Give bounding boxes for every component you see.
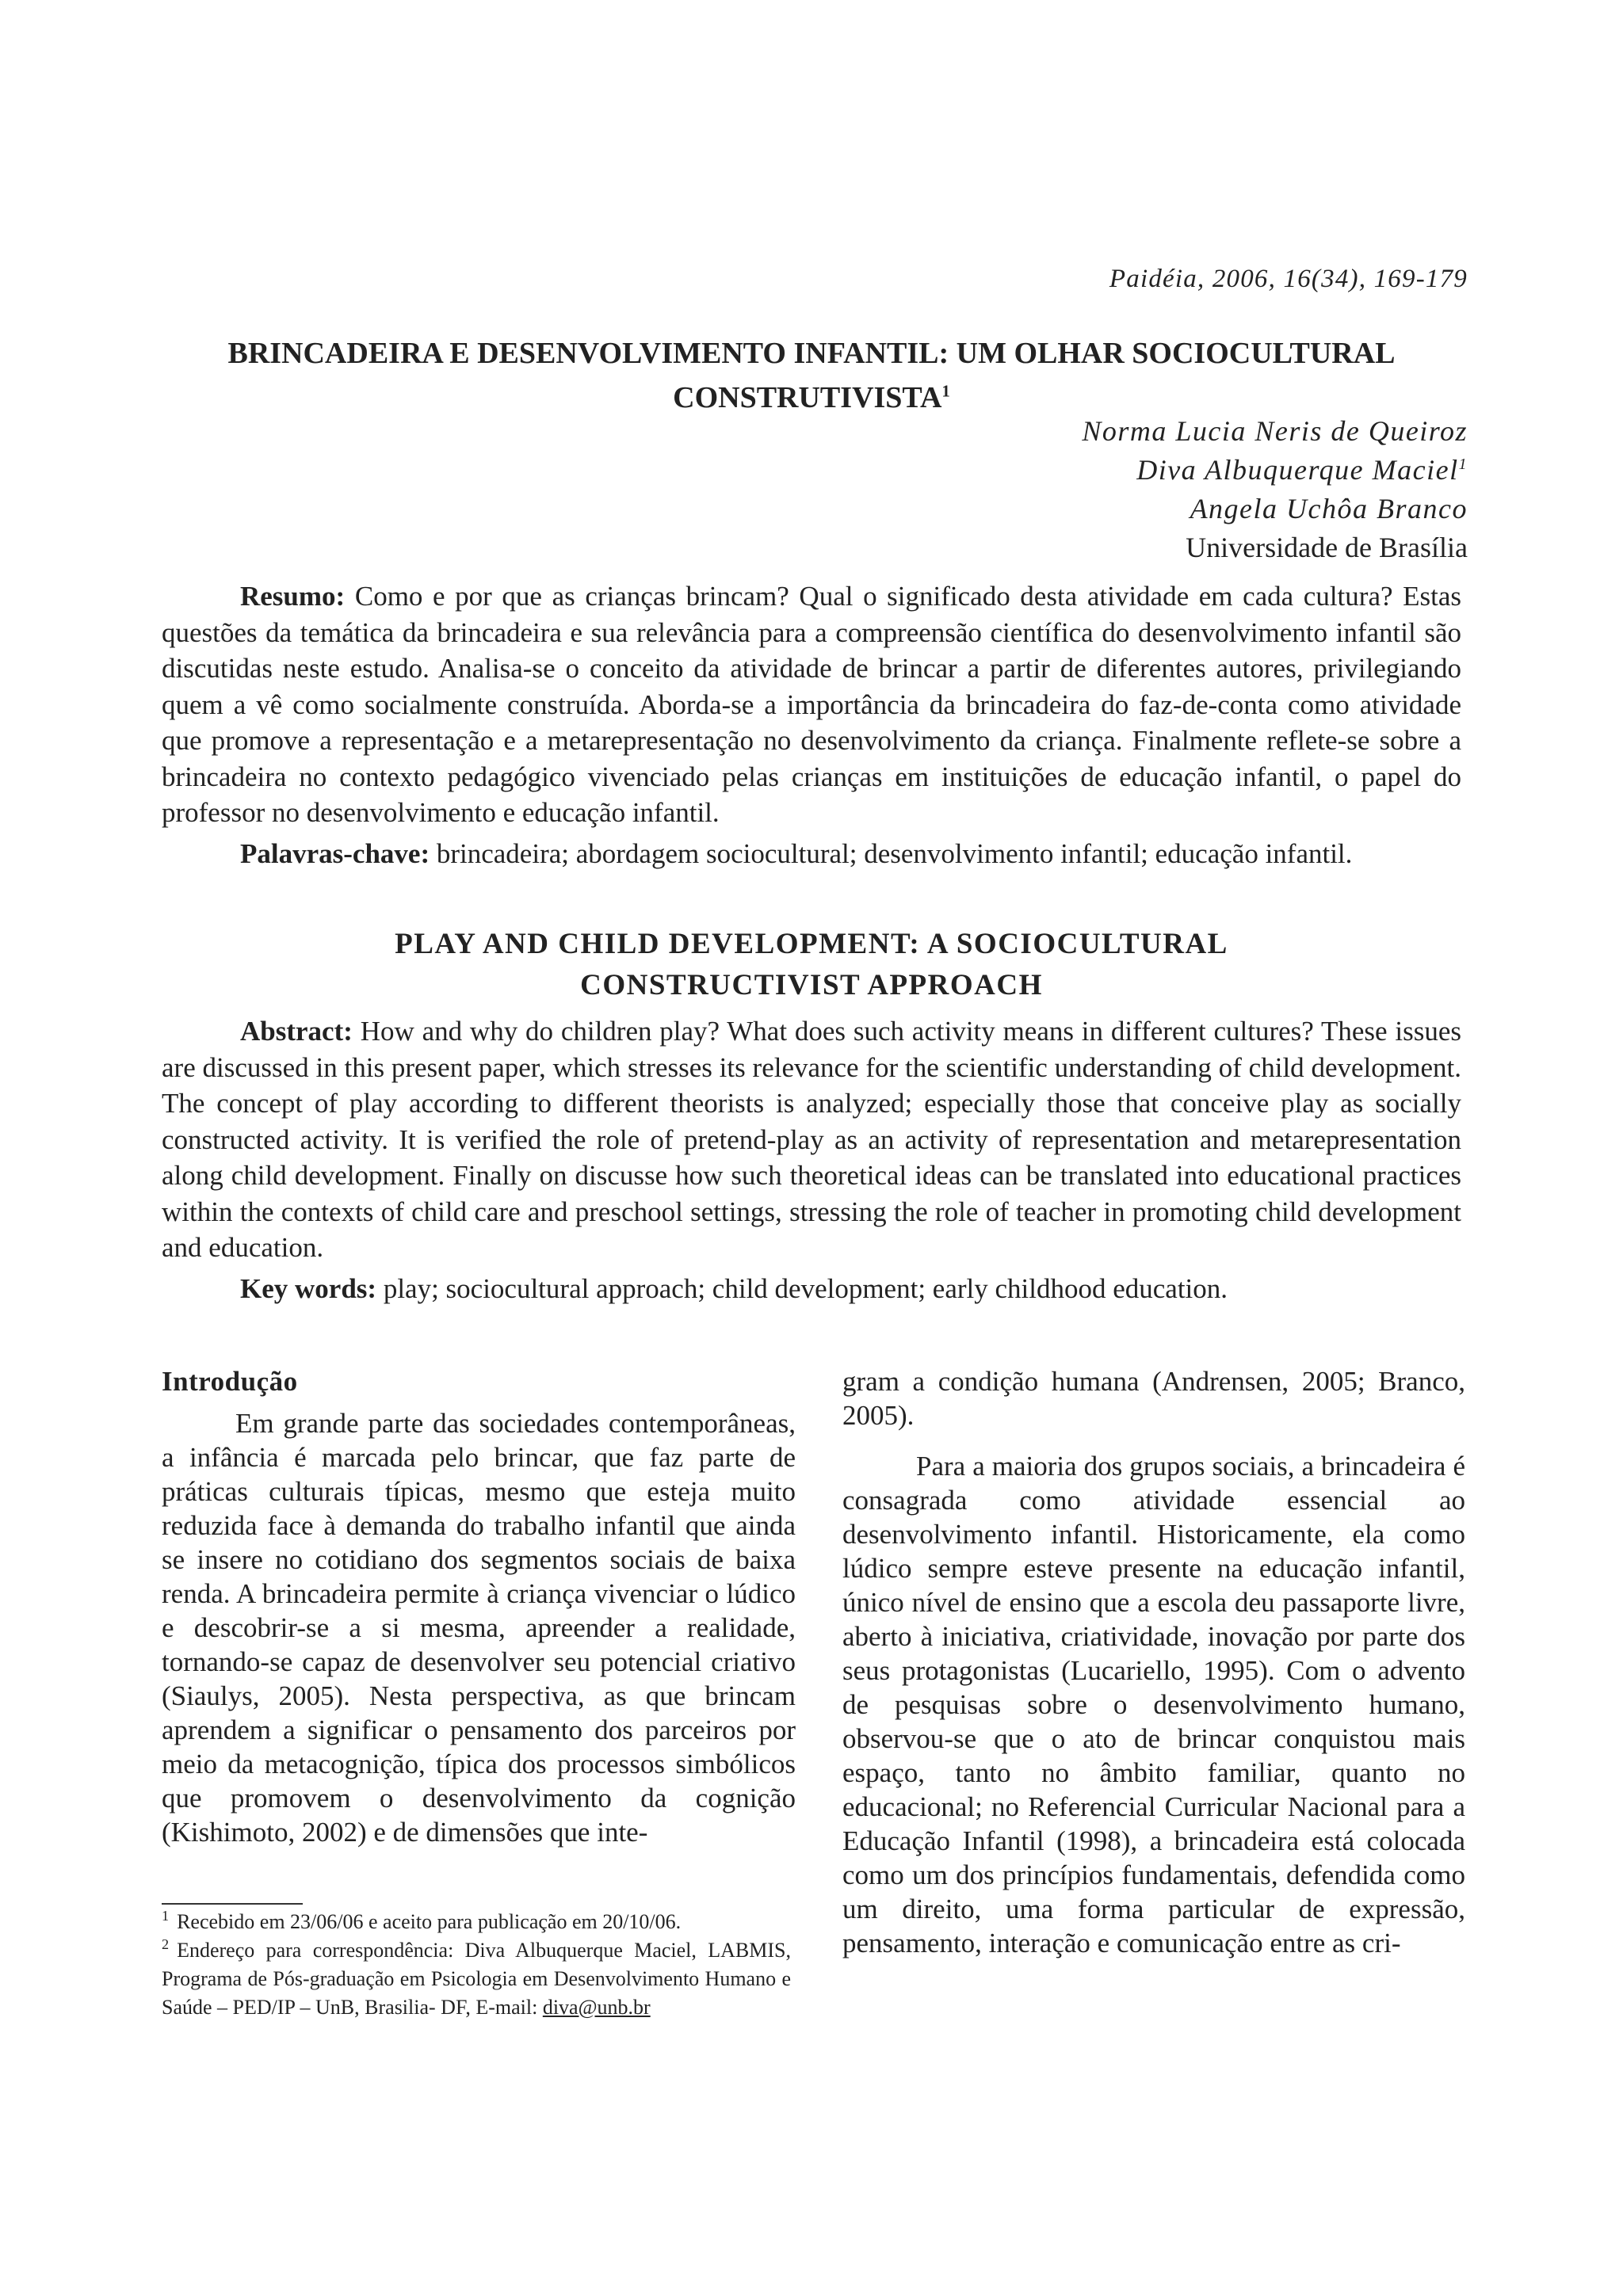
- author-3: [1082, 490, 1468, 528]
- article-title-line-1: BRINCADEIRA E DESENVOLVIMENTO INFANTIL: UM OLHAR SOCIOCULTURAL: [227, 337, 1396, 370]
- abstract-paragraph: [162, 1013, 1461, 1266]
- english-title-line-1: PLAY AND CHILD DEVELOPMENT: A SOCIOCULTURAL: [395, 928, 1228, 960]
- footnote-2: [162, 1936, 791, 2022]
- resumo-text: Como e por que as crianças brincam? Qual o significado desta atividade em cada cultura? Estas questões da temática da brincadeira e sua relevância para a compreensão científica do desenvolvimento infantil são discutidas neste estudo. Analisa-se o conceito da atividade de brincar a partir de diferentes autores, privilegiando quem a vê como socialmente construída. Aborda-se a importância da brincadeira do faz-de-conta como atividade que promove a representação e a metarepresentação no desenvolvimento da criança. Finalmente reflete-se sobre a brincadeira no contexto pedagógico vivenciado pelas crianças em instituições de educação infantil, o papel do professor no desenvolvimento e educação infantil.: [162, 581, 1462, 828]
- author-list: [1082, 412, 1468, 567]
- affiliation: Universidade de Brasília: [1186, 532, 1468, 563]
- section-heading-introducao: Introdução: [162, 1366, 298, 1397]
- palavras-chave-label: Palavras-chave:: [240, 837, 430, 869]
- article-title-text: CONSTRUTIVISTA: [673, 381, 942, 414]
- email-link[interactable]: diva@unb.br: [542, 1996, 651, 2019]
- footnote-text: Endereço para correspondência: Diva Albuquerque Maciel, LABMIS, Programa de Pós-graduação em Psicologia em Desenvolvimento Humano e Saúde – PED/IP – UnB, Brasilia- DF, E-mail:: [162, 1939, 791, 2019]
- resumo-label: Resumo:: [240, 581, 346, 612]
- author-name: Norma Lucia Neris de Queiroz: [1082, 415, 1468, 447]
- abstract-text: How and why do children play? What does such activity means in different cultures? These issues are discussed in this present paper, which stresses its relevance for the scientific understanding of child development. The concept of play according to different theorists is analyzed; especially those that conceive play as socially constructed activity. It is verified the role of pretend-play as an activity of representation and metarepresentation along child development. Finally on discusse how such theoretical ideas can be translated into educational practices within the contexts of child care and preschool settings, stressing the role of teacher in promoting child development and education.: [162, 1016, 1461, 1263]
- palavras-chave-text: brincadeira; abordagem sociocultural; desenvolvimento infantil; educação infantil.: [436, 837, 1353, 869]
- body-column-right: [842, 1364, 1465, 1960]
- footnote-1: [162, 1908, 791, 1936]
- title-footnote-mark: 1: [941, 381, 950, 401]
- body-paragraph: Em grande parte das sociedades contemporâneas, a infância é marcada pelo brincar, que faz parte de práticas culturais típicas, mesmo que esteja muito reduzida face à demanda do trabalho infantil que ainda se insere no cotidiano dos segmentos sociais de baixa renda. A brincadeira permite à criança vivenciar o lúdico e descobrir-se a si mesma, apreender a realidade, tornando-se capaz de desenvolver seu potencial criativo (Siaulys, 2005). Nesta perspectiva, as que brincam aprendem a significar o pensamento dos parceiros por meio da metacognição, típica dos processos simbólicos que promovem o desenvolvimento da cognição (Kishimoto, 2002) e de dimensões que inte-: [162, 1408, 796, 1848]
- resumo-section: [162, 578, 1461, 871]
- author-name: Diva Albuquerque Maciel: [1136, 454, 1459, 486]
- footnote-divider: [162, 1903, 303, 1905]
- footnotes: [162, 1908, 791, 2022]
- resumo-paragraph: [162, 578, 1461, 831]
- author-name: Angela Uchôa Branco: [1190, 493, 1468, 524]
- footnote-mark: 2: [162, 1936, 170, 1953]
- abstract-section: [162, 1013, 1461, 1306]
- body-column-left: [162, 1364, 796, 1849]
- article-title: [151, 331, 1472, 420]
- author-2: [1082, 451, 1468, 490]
- footnote-mark: 1: [162, 1908, 170, 1924]
- english-title-line-2: CONSTRUCTIVIST APPROACH: [580, 969, 1043, 1001]
- footnote-text: Recebido em 23/06/06 e aceito para publicação em 20/10/06.: [177, 1910, 682, 1933]
- body-paragraph: Para a maioria dos grupos sociais, a brincadeira é consagrada como atividade essencial ao desenvolvimento infantil. Historicamente, ela como lúdico sempre esteve presente na educação infantil, único nível de ensino que a escola deu passaporte livre, aberto à iniciativa, criatividade, inovação por parte dos seus protagonistas (Lucariello, 1995). Com o advento de pesquisas sobre o desenvolvimento humano, observou-se que o ato de brincar conquistou mais espaço, tanto no âmbito familiar, quanto no educacional; no Referencial Curricular Nacional para a Educação Infantil (1998), a brincadeira está colocada como um dos princípios fundamentais, defendida como um direito, uma forma particular de expressão, pensamento, interação e comunicação entre as cri-: [842, 1451, 1465, 1958]
- key-words-text: play; sociocultural approach; child development; early childhood education.: [383, 1272, 1228, 1304]
- english-title: [151, 924, 1472, 1006]
- author-1: [1082, 412, 1468, 451]
- key-words-paragraph: [162, 1271, 1461, 1307]
- palavras-chave-paragraph: [162, 836, 1461, 872]
- body-paragraph-continuation: gram a condição humana (Andrensen, 2005; Branco, 2005).: [842, 1366, 1465, 1431]
- abstract-label: Abstract:: [240, 1016, 353, 1047]
- key-words-label: Key words:: [240, 1272, 377, 1304]
- journal-citation: Paidéia, 2006, 16(34), 169-179: [1109, 265, 1468, 293]
- author-footnote-mark: 1: [1458, 456, 1468, 473]
